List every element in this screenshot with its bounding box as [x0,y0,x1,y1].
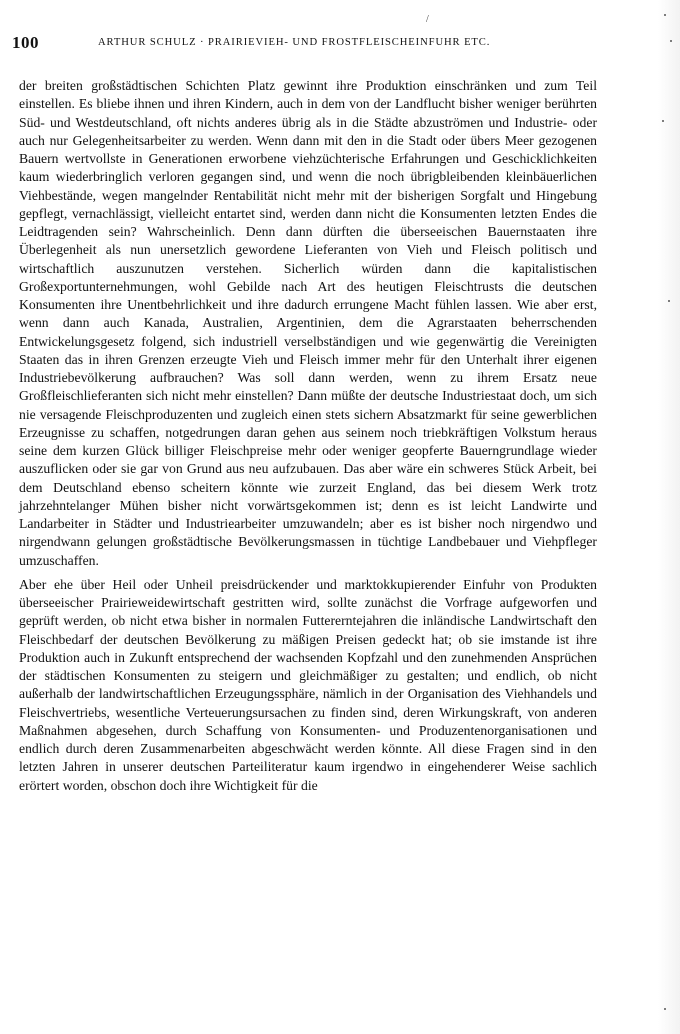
body-text [19,77,597,795]
top-margin-mark: / [426,14,429,25]
paragraph-1: der breiten großstädtischen Schichten Platz gewinnt ihre Produktion einschränken und zum Teil einstellen. Es bliebe ihnen und ihren Kindern, auch in dem von der Landflucht bisher weniger berührten Süd- und Westdeutschland, oft nichts anderes übrig als in die Städte abzuströmen und Industrie- oder auch nur Gelegenheitsarbeiter zu werden. Wenn dann mit den in die Stadt oder übers Meer gezogenen Bauern wertvollste in Generationen erworbene viehzüchterische Erfahrungen und Geschicklichkeiten kaum wiederbringlich verloren gegangen sind, und wenn die noch übrigbleibenden kleinbäuerlichen Viehbestände, wegen mangelnder Rentabilität nicht mehr mit der bisherigen Sorgfalt und Hingebung gepflegt, vernachlässigt, vielleicht entartet sind, werden dann nicht die Konsumenten letzten Endes die Leidtragenden sein? Wahrscheinlich. Denn dann dürften die überseeischen Bauernstaaten ihre Überlegenheit als nun unersetzlich gewordene Lieferanten von Vieh und Fleisch politisch und wirtschaftlich auszunutzen verstehen. Sicherlich würden dann die kapitalistischen Großexportunternehmungen, wohl Gebilde nach Art des heutigen Fleischtrusts die deutschen Konsumenten ihre Unentbehrlichkeit und ihre dadurch errungene Macht fühlen lassen. Wie aber erst, wenn dann auch Kanada, Australien, Argentinien, dem die Agrarstaaten beherrschenden Entwickelungsgesetz folgend, sich industriell verselbständigen und wie gegenwärtig die Vereinigten Staaten das in ihren Grenzen erzeugte Vieh und Fleisch immer mehr für den Unterhalt ihrer eigenen Industriebevölkerung aufbrauchen? Was soll dann werden, wenn zu ihrem Ersatz neue Großfleischlieferanten sich nicht mehr einstellen? Dann müßte der deutsche Industriestaat doch, um sich nie versagende Fleischproduzenten und zugleich einen stets sichern Absatzmarkt für seine gewerblichen Erzeugnisse zu schaffen, notgedrungen daran gehen aus seinem noch triebkräftigen Volkstum heraus seine dem kurzen Glück billiger Fleischpreise mehr oder weniger geopferte Bauerngrundlage wieder auszuflicken oder sie gar von Grund aus neu aufzubauen. Das aber wäre ein schweres Stück Arbeit, bei dem Deutschland ebenso scheitern könnte wie zurzeit England, das bei diesem Werk trotz jahrzehntelanger Mühen bisher nicht vorwärtsgekommen ist; denn es ist leicht Landwirte und Landarbeiter in Städter und Industriearbeiter umzuwandeln; aber es ist bisher noch nirgendwo und nirgendwann gelungen großstädtische Bevölkerungsmassen in tüchtige Landbebauer und Viehpfleger umzuschaffen. [19,78,597,568]
scan-speck [664,1008,666,1010]
page-number: 100 [12,33,39,52]
running-title: ARTHUR SCHULZ · PRAIRIEVIEH- UND FROSTFLEISCHEINFUHR ETC. [98,37,491,48]
scan-speck [668,300,670,302]
page-header [12,33,612,55]
paragraph-2: Aber ehe über Heil oder Unheil preisdrückender und marktokkupierender Einfuhr von Produkten überseeischer Prairieweidewirtschaft gestritten wird, sollte zunächst die Vorfrage aufgeworfen und geprüft werden, ob nicht etwa bisher in normalen Futtererntejahren die inländische Landwirtschaft den Fleischbedarf der deutschen Bevölkerung zu mäßigen Preisen gedeckt hat; ob sie imstande ist ihre Produktion auch in Zukunft entsprechend der wachsenden Kopfzahl und den zunehmenden Ansprüchen der städtischen Konsumenten zu steigern und gleichmäßiger zu gestalten; und endlich, ob nicht außerhalb der landwirtschaftlichen Erzeugungssphäre, nämlich in der Organisation des Viehhandels und Fleischvertriebs, wesentliche Verteuerungsursachen zu finden sind, deren Wirkungskraft, von anderen Maßnahmen abgesehen, durch Schaffung von Konsumenten- und Produzentenorganisationen und endlich durch deren Zusammenarbeiten abgeschwächt werden könnte. All diese Fragen sind in den letzten Jahren in unserer deutschen Parteiliteratur kaum irgendwo in eingehenderer Weise sachlich erörtert worden, obschon doch ihre Wichtigkeit für die [19,576,597,793]
scan-speck [662,120,664,122]
scan-speck [670,40,672,42]
scan-edge-shadow [658,0,680,1034]
scan-speck [664,14,666,16]
